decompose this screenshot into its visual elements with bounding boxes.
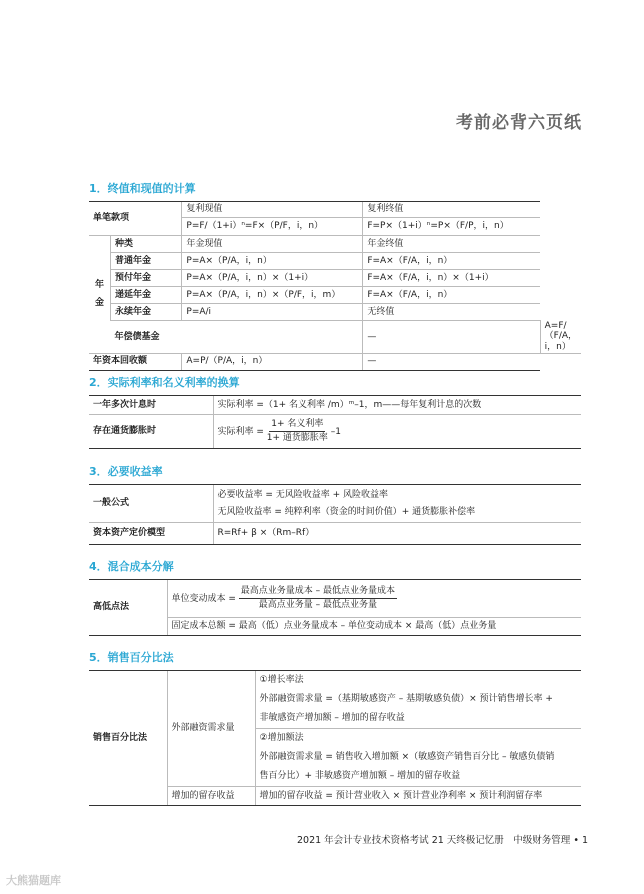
capital-recovery-fv: — <box>363 353 540 370</box>
general-formula <box>213 485 581 523</box>
ordinary-annuity-fv: F=A×（F/A，i，n） <box>363 253 540 270</box>
inflation-fraction <box>267 419 328 444</box>
watermark: 大熊猫题库 <box>6 874 61 887</box>
annuity-group-label: 年金 <box>89 236 111 354</box>
section-1-heading: 1．终值和现值的计算 <box>89 182 196 195</box>
inflation-formula <box>213 415 581 449</box>
deferred-annuity-label: 递延年金 <box>111 287 182 304</box>
fixed-cost-formula: 固定成本总额 = 最高（低）点业务量成本 – 单位变动成本 × 最高（低）点业务量 <box>167 618 581 636</box>
page-title: 考前必背六页纸 <box>456 113 582 133</box>
prepaid-annuity-pv: P=A×（P/A，i，n）×（1+i） <box>182 270 363 287</box>
capm-formula: R=Rf+ β ×（Rm–Rf） <box>213 523 581 545</box>
interest-rate-table <box>89 395 581 449</box>
inflation-numerator: 1+ 名义利率 <box>269 419 325 432</box>
sales-percentage-table <box>89 670 581 806</box>
col-compound-fv: 复利终值 <box>363 202 540 218</box>
general-formula-label: 一般公式 <box>89 485 213 523</box>
growth-rate-title: ①增长率法 <box>259 675 304 685</box>
unit-cost-numerator: 最高点业务量成本 – 最低点业务量成本 <box>239 586 397 599</box>
sinking-fund-pv: — <box>363 321 540 354</box>
general-formula-line1: 必要收益率 = 无风险收益率 + 风险收益率 <box>217 489 389 500</box>
capital-recovery-label: 年资本回收额 <box>89 353 182 370</box>
growth-rate-line2: 非敏感资产增加额 – 增加的留存收益 <box>259 713 405 723</box>
capm-label: 资本资产定价模型 <box>89 523 213 545</box>
unit-cost-prefix: 单位变动成本 = <box>171 594 236 604</box>
ordinary-annuity-label: 普通年金 <box>111 253 182 270</box>
single-sum-label: 单笔款项 <box>89 202 182 236</box>
deferred-annuity-pv: P=A×（P/A，i，n）×（P/F，i，m） <box>182 287 363 304</box>
mixed-cost-table <box>89 579 581 636</box>
section-4-heading: 4．混合成本分解 <box>89 560 174 573</box>
perpetual-annuity-label: 永续年金 <box>111 304 182 321</box>
required-return-table <box>89 484 581 545</box>
growth-rate-line1: 外部融资需求量 =（基期敏感资产 – 基期敏感负债）× 预计销售增长率 + <box>259 694 553 704</box>
multiple-compounding-formula: 实际利率 =（1+ 名义利率 /m）ᵐ–1，m——每年复利计息的次数 <box>213 396 581 415</box>
increment-method <box>255 729 581 787</box>
inflation-suffix: –1 <box>330 427 342 437</box>
unit-variable-cost-formula <box>167 580 581 618</box>
inflation-label: 存在通货膨胀时 <box>89 415 213 449</box>
tvm-table <box>89 201 581 371</box>
increment-title: ②增加额法 <box>259 733 304 743</box>
retained-earnings-formula: 增加的留存收益 = 预计营业收入 × 预计营业净利率 × 预计利润留存率 <box>255 787 581 806</box>
inflation-prefix: 实际利率 = <box>217 427 264 437</box>
unit-cost-fraction <box>239 586 397 611</box>
sales-percentage-label: 销售百分比法 <box>89 671 167 806</box>
section-3-heading: 3．必要收益率 <box>89 465 163 478</box>
high-low-label: 高低点法 <box>89 580 167 636</box>
section-2-heading: 2．实际利率和名义利率的换算 <box>89 376 240 389</box>
increment-line2: 售百分比）+ 非敏感资产增加额 – 增加的留存收益 <box>259 771 461 781</box>
col-compound-pv: 复利现值 <box>182 202 363 218</box>
kind-label: 种类 <box>111 236 182 253</box>
prepaid-annuity-label: 预付年金 <box>111 270 182 287</box>
unit-cost-denominator: 最高点业务量 – 最低点业务量 <box>258 600 378 610</box>
sinking-fund-fv: A=F/（F/A，i，n） <box>540 321 581 354</box>
single-fv-formula: F=P×（1+i）ⁿ=P×（F/P，i，n） <box>363 218 540 236</box>
increment-line1: 外部融资需求量 = 销售收入增加额 ×（敏感资产销售百分比 – 敏感负债销 <box>259 752 555 762</box>
capital-recovery-pv: A=P/（P/A，i，n） <box>182 353 363 370</box>
retained-earnings-label: 增加的留存收益 <box>167 787 255 806</box>
sinking-fund-label: 年偿债基金 <box>111 321 363 354</box>
single-pv-formula: P=F/（1+i）ⁿ=F×（P/F，i，n） <box>182 218 363 236</box>
deferred-annuity-fv: F=A×（F/A，i，n） <box>363 287 540 304</box>
external-financing-label: 外部融资需求量 <box>167 671 255 787</box>
general-formula-line2: 无风险收益率 = 纯粹利率（资金的时间价值）+ 通货膨胀补偿率 <box>217 506 476 517</box>
multiple-compounding-label: 一年多次计息时 <box>89 396 213 415</box>
annuity-fv-head: 年金终值 <box>363 236 540 253</box>
ordinary-annuity-pv: P=A×（P/A，i，n） <box>182 253 363 270</box>
annuity-pv-head: 年金现值 <box>182 236 363 253</box>
growth-rate-method <box>255 671 581 729</box>
prepaid-annuity-fv: F=A×（F/A，i，n）×（1+i） <box>363 270 540 287</box>
perpetual-annuity-pv: P=A/i <box>182 304 363 321</box>
page-footer: 2021 年会计专业技术资格考试 21 天终极记忆册 中级财务管理 • 1 <box>296 835 588 846</box>
perpetual-annuity-fv: 无终值 <box>363 304 540 321</box>
section-5-heading: 5．销售百分比法 <box>89 651 174 664</box>
inflation-denominator: 1+ 通货膨胀率 <box>266 433 328 443</box>
